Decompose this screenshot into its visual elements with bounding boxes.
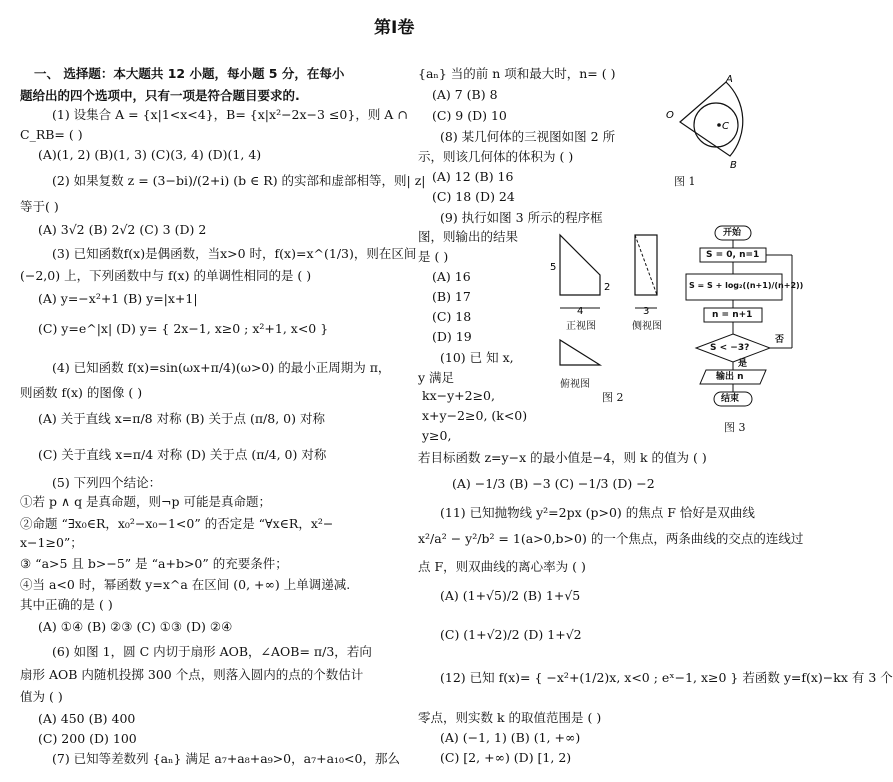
figure-3 [684,222,802,438]
fig2-dim3: 3 [643,306,650,317]
right-line: (A) (−1, 1) (B) (1, +∞) [440,730,581,745]
page-title: 第Ⅰ卷 [374,18,415,38]
right-line: (C) 18 (D) 24 [432,189,515,204]
right-line: y 满足 [418,370,455,385]
flow-yes: 是 [738,359,748,369]
left-line: 题给出的四个选项中，只有一项是符合题目要求的. [20,88,300,103]
fig1-label-b: B [730,160,737,171]
right-line: (C) [2, +∞) (D) [1, 2) [440,750,572,765]
right-line: kx−y+2≥0, [422,388,495,403]
right-line: (A) (1+√5)/2 (B) 1+√5 [440,588,581,603]
right-line: (C) 9 (D) 10 [432,108,507,123]
flow-cond: S < −3? [710,343,750,353]
left-line: (4) 已知函数 f(x)=sin(ωx+π/4)(ω>0) 的最小正周期为 π， [52,360,391,375]
fig2-dim5: 5 [550,262,557,273]
flow-output: 输出 n [716,372,744,382]
fig1-caption: 图 1 [674,175,696,188]
fig3-caption: 图 3 [724,421,746,434]
right-line: 点 F，则双曲线的离心率为 ( ) [418,559,586,574]
left-line: ①若 p ∧ q 是真命题，则¬p 可能是真命题； [20,494,271,509]
flow-incr: n = n+1 [712,310,753,320]
flow-no: 否 [775,335,785,345]
left-line: 扇形 AOB 内随机投掷 300 个点，则落入圆内的点的个数估计 [20,667,364,682]
right-line: (A) −1/3 (B) −3 (C) −1/3 (D) −2 [452,476,655,491]
figure-1 [664,72,754,192]
right-line: (9) 执行如图 3 所示的程序框 [440,210,603,225]
right-line: {aₙ} 当的前 n 项和最大时，n= ( ) [418,66,616,81]
right-line: 零点，则实数 k 的取值范围是 ( ) [418,710,602,725]
left-line: (1) 设集合 A = {x|1<x<4}，B= {x|x²−2x−3 ≤0}，则 A ∩ [52,107,408,122]
fig2-dim4: 4 [577,306,584,317]
left-line: 其中正确的是 ( ) [20,597,113,612]
left-line: (A)(1, 2) (B)(1, 3) (C)(3, 4) (D)(1, 4) [38,147,262,162]
right-line: (A) 12 (B) 16 [432,169,514,184]
left-line: (7) 已知等差数列 {aₙ} 满足 a₇+a₈+a₉>0，a₇+a₁₀<0，那么 [52,751,400,766]
fig2-top-label: 俯视图 [560,379,590,390]
left-line: (C) y=e^|x| (D) y= { 2x−1, x≥0 ; x²+1, x<0 } [38,321,329,336]
flow-start: 开始 [723,228,742,238]
left-line: (C) 关于直线 x=π/4 对称 (D) 关于点 (π/4, 0) 对称 [38,447,327,462]
right-line: (10) 已 知 x, [440,350,514,365]
fig2-caption: 图 2 [602,391,624,404]
left-line: (6) 如图 1，圆 C 内切于扇形 AOB，∠AOB= π/3，若向 [52,644,372,659]
left-line: 等于( ) [20,199,59,214]
left-line: (A) 3√2 (B) 2√2 (C) 3 (D) 2 [38,222,207,237]
left-line: (2) 如果复数 z = (3−bi)/(2+i) (b ∈ R) 的实部和虚部相等，则| z| [52,173,426,188]
fig1-label-o: O [666,110,674,121]
right-line: (A) 16 [432,269,471,284]
right-line: (11) 已知抛物线 y²=2px (p>0) 的焦点 F 恰好是双曲线 [440,505,755,520]
right-line: 若目标函数 z=y−x 的最小值是−4，则 k 的值为 ( ) [418,450,707,465]
right-line: (A) 7 (B) 8 [432,87,498,102]
right-line: 是 ( ) [418,249,449,264]
right-line: y≥0, [422,428,452,443]
fig2-side-label: 侧视图 [632,321,662,332]
right-line: (C) (1+√2)/2 (D) 1+√2 [440,627,582,642]
right-line: 图，则输出的结果 [418,229,519,244]
fig1-label-a: A [726,74,733,85]
left-line: x−1≥0”； [20,535,83,550]
figure-2 [540,230,680,410]
right-line: (C) 18 [432,309,472,324]
left-line: (5) 下列四个结论： [52,475,162,490]
left-line: (A) 关于直线 x=π/8 对称 (B) 关于点 (π/8, 0) 对称 [38,411,325,426]
right-line: (D) 19 [432,329,472,344]
left-line: (3) 已知函数f(x)是偶函数，当x>0 时，f(x)=x^(1/3)，则在区间 [52,246,417,261]
left-line: (A) y=−x²+1 (B) y=|x+1| [38,291,198,306]
flow-update: S = S + log₂((n+1)/(n+2)) [689,281,804,290]
left-line: ②命题 “∃x₀∈R，x₀²−x₀−1<0” 的否定是 “∀x∈R，x²− [20,516,334,531]
left-line: (C) 200 (D) 100 [38,731,137,746]
right-line: x²/a² − y²/b² = 1(a>0,b>0) 的一个焦点，两条曲线的交点的连线过 [418,531,804,546]
fig1-label-c: C [722,121,729,132]
left-line: 一、 选择题：本大题共 12 小题，每小题 5 分，在每小 [34,66,345,81]
right-line: (8) 某几何体的三视图如图 2 所 [440,129,616,144]
left-line: 值为 ( ) [20,689,63,704]
flow-init: S = 0, n=1 [706,250,760,260]
left-line: ④当 a<0 时，幂函数 y=x^a 在区间 (0, +∞) 上单调递减. [20,577,351,592]
right-line: (B) 17 [432,289,471,304]
right-line: 示，则该几何体的体积为 ( ) [418,149,574,164]
right-line: (12) 已知 f(x)= { −x²+(1/2)x, x<0 ; eˣ−1, x≥0 } 若函数 y=f(x)−kx 有 3 个 [440,670,893,685]
left-line: ③ “a>5 且 b>−5” 是 “a+b>0” 的充要条件； [20,556,288,571]
left-line: (−2,0) 上，下列函数中与 f(x) 的单调性相同的是 ( ) [20,268,312,283]
flow-end: 结束 [721,394,740,404]
left-line: 则函数 f(x) 的图像 ( ) [20,385,143,400]
fig2-front-label: 正视图 [566,321,596,332]
left-line: (A) 450 (B) 400 [38,711,136,726]
fig2-dim2: 2 [604,282,611,293]
left-line: C_RB= ( ) [20,127,83,142]
left-line: (A) ①④ (B) ②③ (C) ①③ (D) ②④ [38,619,233,634]
right-line: x+y−2≥0, (k<0) [422,408,528,423]
